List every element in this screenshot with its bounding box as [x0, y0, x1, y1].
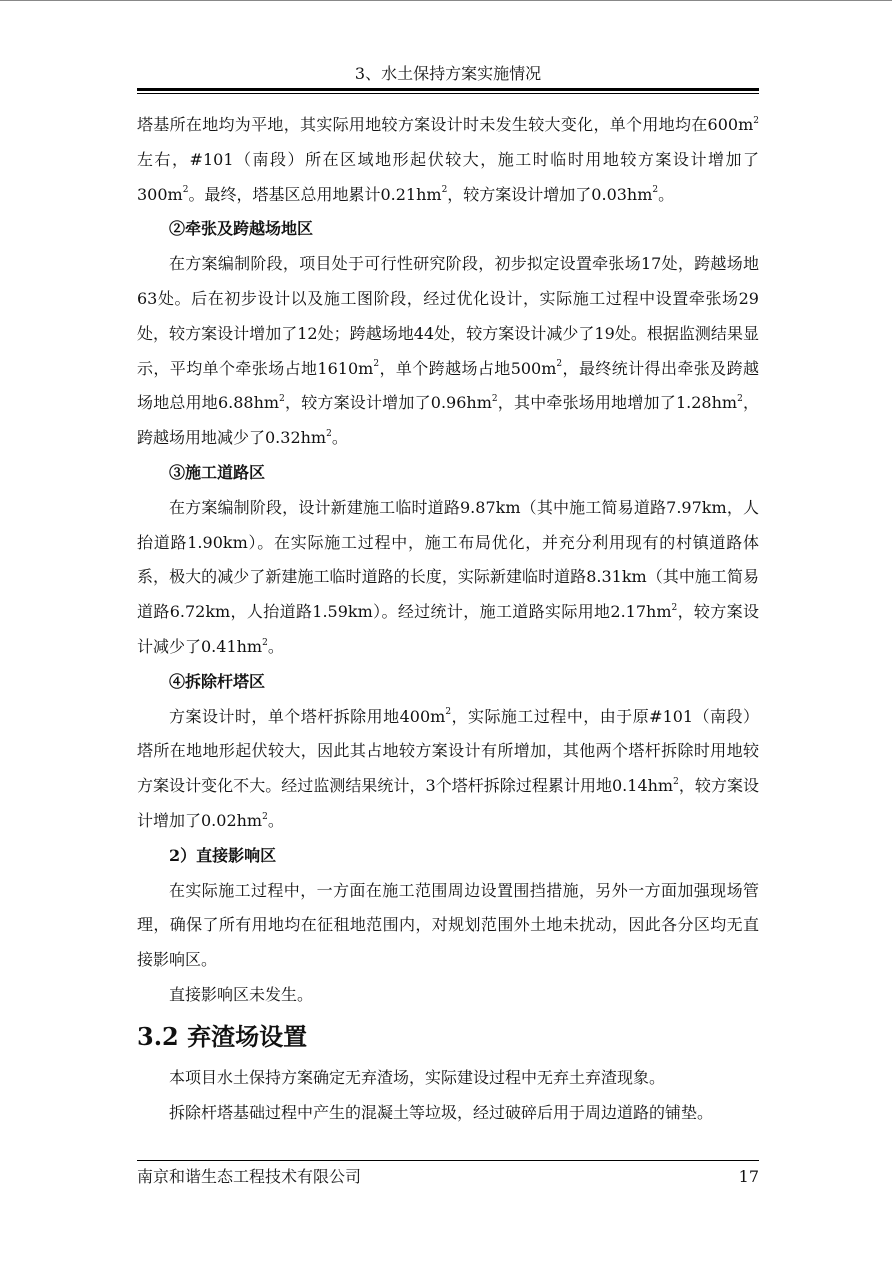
page-body [137, 108, 759, 1130]
paragraph-tower-base-land: 塔基所在地均为平地，其实际用地较方案设计时未发生较大变化，单个用地均在$600m^2$左右，#101（南段）所在区域地形起伏较大，施工时临时用地较方案设计增加了$300m^2$。最终，塔基区总用地累计$0.21hm^2$，较方案设计增加了$0.03hm^2$。 [137, 115, 759, 204]
footer-company-name: 南京和谐生态工程技术有限公司 [137, 1167, 362, 1186]
subheading-stringing-crossing: ②牵张及跨越场地区 [169, 219, 314, 239]
subheading-tower-removal: ④拆除杆塔区 [169, 671, 266, 691]
header-rule-thick [137, 88, 759, 91]
footer-rule [137, 1160, 759, 1161]
page-number: 17 [738, 1167, 759, 1186]
paragraph-stringing-crossing: 在方案编制阶段，项目处于可行性研究阶段，初步拟定设置牵张场17处，跨越场地63处。后在初步设计以及施工图阶段，经过优化设计，实际施工过程中设置牵张场29处，较方案设计增加了12处；跨越场地44处，较方案设计减少了19处。根据监测结果显示，平均单个牵张场占地$1610m^2$，单个跨越场占地$500m^2$，最终统计得出牵张及跨越场地总用地$6.88hm^2$，较方案设计增加了$0.96hm^2$，其中牵张场用地增加了$1.28hm^2$，跨越场用地减少了$0.32hm^2$。 [137, 254, 759, 448]
paragraph-construction-road: 在方案编制阶段，设计新建施工临时道路9.87km（其中施工简易道路7.97km，人抬道路1.90km）。在实际施工过程中，施工布局优化，并充分利用现有的村镇道路体系，极大的减少了新建施工临时道路的长度，实际新建临时道路8.31km（其中施工简易道路6.72km，人抬道路1.59km）。经过统计，施工道路实际用地$2.17hm^2$，较方案设计减少了$0.41hm^2$。 [137, 497, 759, 656]
paragraph-direct-impact-none: 直接影响区未发生。 [169, 984, 314, 1004]
paragraph-direct-impact: 在实际施工过程中，一方面在施工范围周边设置围挡措施，另外一方面加强现场管理，确保了所有用地均在征租地范围内，对规划范围外土地未扰动，因此各分区均无直接影响区。 [137, 880, 759, 970]
page-top-edge [0, 0, 892, 1]
running-header: 3、水土保持方案实施情况 [354, 64, 542, 83]
paragraph-demolition-debris: 拆除杆塔基础过程中产生的混凝土等垃圾，经过破碎后用于周边道路的铺垫。 [169, 1102, 714, 1122]
paragraph-tower-removal: 方案设计时，单个塔杆拆除用地$400m^2$，实际施工过程中，由于原#101（南段）塔所在地地形起伏较大，因此其占地较方案设计有所增加，其他两个塔杆拆除时用地较方案设计变化不大。经过监测结果统计，3个塔杆拆除过程累计用地$0.14hm^2$，较方案设计增加了$0.02hm^2$。 [137, 706, 759, 830]
section-title-spoil-area: 3.2 弃渣场设置 [137, 1021, 308, 1051]
subheading-construction-road: ③施工道路区 [169, 462, 266, 482]
paragraph-no-spoil-area: 本项目水土保持方案确定无弃渣场，实际建设过程中无弃土弃渣现象。 [169, 1067, 666, 1087]
header-rule-thin [137, 93, 759, 94]
subheading-direct-impact: 2）直接影响区 [169, 845, 277, 865]
